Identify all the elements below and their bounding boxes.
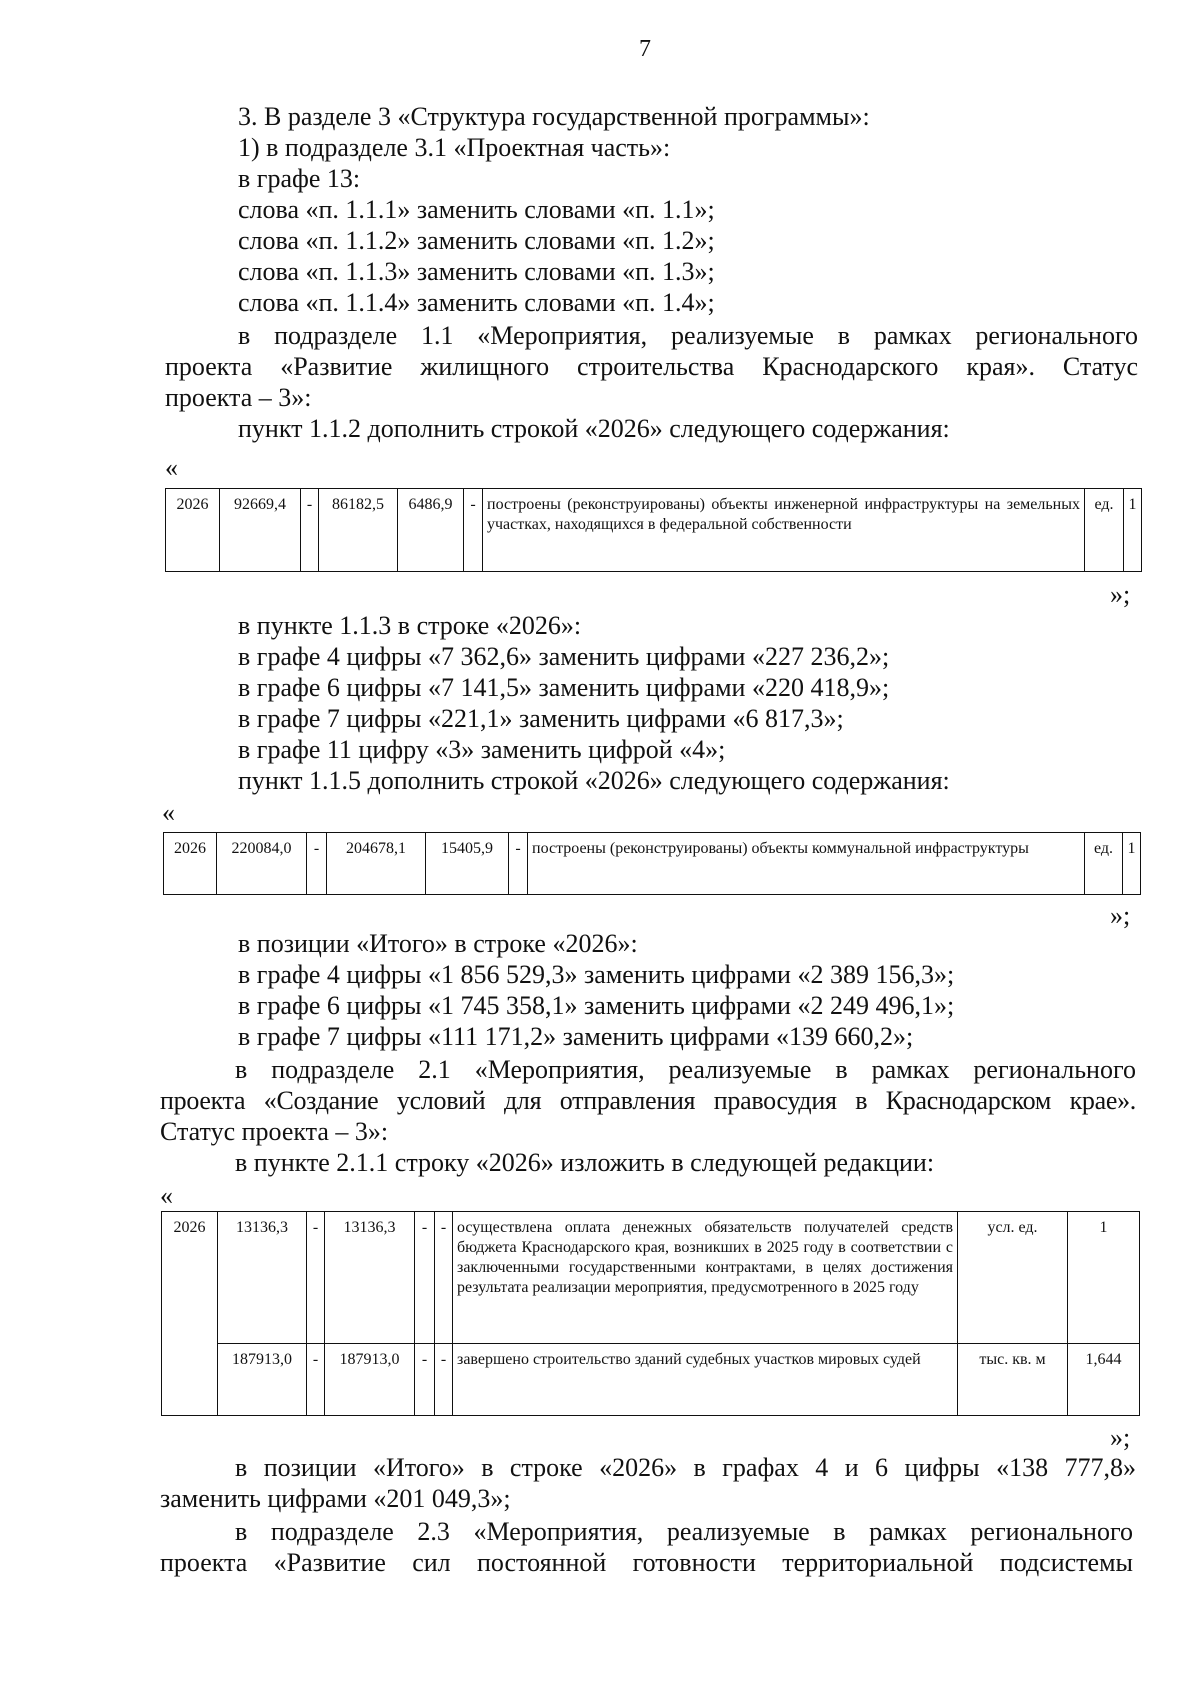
table-row [164,833,1141,895]
table-cell: - [307,1212,325,1344]
quantity-cell: 1 [1123,833,1141,895]
table-row [162,1344,1140,1416]
total-cell: 92669,4 [220,489,301,572]
paragraph-line: слова «п. 1.1.3» заменить словами «п. 1.3»; [238,257,715,286]
paragraph-line: проекта «Развитие жилищного строительства Краснодарского края». Статус [165,352,1138,381]
paragraph-line: в пункте 1.1.3 в строке «2026»: [238,611,582,640]
paragraph-line: проекта – 3»: [165,383,312,412]
table-cell: - [301,489,319,572]
unit-cell: усл. ед. [958,1212,1068,1344]
year-cell: 2026 [162,1212,218,1416]
paragraph-line: в позиции «Итого» в строке «2026» в графах 4 и 6 цифры «138 777,8» [235,1453,1136,1482]
table-cell: - [307,1344,325,1416]
paragraph-line: в графе 7 цифры «111 171,2» заменить цифрами «139 660,2»; [238,1022,914,1051]
total-cell: 13136,3 [218,1212,307,1344]
table-cell: 13136,3 [325,1212,415,1344]
table-cell: - [307,833,327,895]
table-cell: 6486,9 [398,489,464,572]
paragraph-line: в графе 4 цифры «7 362,6» заменить цифрами «227 236,2»; [238,642,890,671]
table-cell: 15405,9 [426,833,509,895]
paragraph-line: слова «п. 1.1.2» заменить словами «п. 1.2»; [238,226,715,255]
paragraph-line: в подразделе 2.1 «Мероприятия, реализуемые в рамках регионального [235,1055,1136,1084]
paragraph-line: в графе 6 цифры «1 745 358,1» заменить цифрами «2 249 496,1»; [238,991,955,1020]
paragraph-line: в подразделе 1.1 «Мероприятия, реализуемые в рамках регионального [238,321,1138,350]
paragraph-line: заменить цифрами «201 049,3»; [160,1484,511,1513]
table-cell: - [464,489,483,572]
table-cell: - [415,1344,435,1416]
paragraph-line: проекта «Создание условий для отправления правосудия в Краснодарском крае». [160,1086,1136,1115]
paragraph-line: в графе 7 цифры «221,1» заменить цифрами «6 817,3»; [238,704,844,733]
page-number: 7 [639,36,651,62]
table-row [166,489,1142,572]
total-cell: 187913,0 [218,1344,307,1416]
table-cell: 204678,1 [327,833,426,895]
amendment-table-3 [161,1211,1140,1416]
unit-cell: ед. [1085,489,1124,572]
unit-cell: тыс. кв. м [958,1344,1068,1416]
paragraph-line: в графе 6 цифры «7 141,5» заменить цифрами «220 418,9»; [238,673,890,702]
subsection-heading: 1) в подразделе 3.1 «Проектная часть»: [238,133,671,162]
paragraph-line: в графе 13: [238,164,361,193]
amendment-table-2 [163,832,1141,895]
open-quote: « [160,1181,173,1210]
paragraph-line: Статус проекта – 3»: [160,1117,389,1146]
table-cell: 86182,5 [319,489,398,572]
quantity-cell: 1 [1124,489,1142,572]
description-cell: осуществлена оплата денежных обязательств получателей средств бюджета Краснодарского края, возникших в 2025 году в соответствии с заключенными государственными контрактами, в целях достижения результата реализации мероприятия, предусмотренного в 2025 году [453,1212,958,1344]
close-quote: »; [1110,901,1131,930]
table-cell: - [415,1212,435,1344]
open-quote: « [162,798,175,827]
amendment-table-1 [165,488,1142,572]
year-cell: 2026 [166,489,220,572]
total-cell: 220084,0 [217,833,307,895]
paragraph-line: слова «п. 1.1.4» заменить словами «п. 1.4»; [238,288,715,317]
paragraph-line: пункт 1.1.2 дополнить строкой «2026» следующего содержания: [238,414,950,443]
table-cell: 187913,0 [325,1344,415,1416]
table-cell: - [435,1212,453,1344]
quantity-cell: 1 [1068,1212,1140,1344]
unit-cell: ед. [1085,833,1123,895]
close-quote: »; [1110,1423,1131,1452]
paragraph-line: в графе 11 цифру «3» заменить цифрой «4»; [238,735,726,764]
quantity-cell: 1,644 [1068,1344,1140,1416]
table-row [162,1212,1140,1344]
description-cell: завершено строительство зданий судебных участков мировых судей [453,1344,958,1416]
paragraph-line: в пункте 2.1.1 строку «2026» изложить в следующей редакции: [235,1148,935,1177]
table-cell: - [509,833,528,895]
open-quote: « [165,453,178,482]
table-cell: - [435,1344,453,1416]
description-cell: построены (реконструированы) объекты коммунальной инфраструктуры [528,833,1085,895]
paragraph-line: слова «п. 1.1.1» заменить словами «п. 1.1»; [238,195,715,224]
description-cell: построены (реконструированы) объекты инженерной инфраструктуры на земельных участках, находящихся в федеральной собственности [483,489,1085,572]
paragraph-line: в позиции «Итого» в строке «2026»: [238,929,638,958]
paragraph-line: проекта «Развитие сил постоянной готовности территориальной подсистемы [160,1548,1133,1577]
year-cell: 2026 [164,833,217,895]
paragraph-line: пункт 1.1.5 дополнить строкой «2026» следующего содержания: [238,766,950,795]
paragraph-line: в подразделе 2.3 «Мероприятия, реализуемые в рамках регионального [235,1517,1133,1546]
paragraph-line: в графе 4 цифры «1 856 529,3» заменить цифрами «2 389 156,3»; [238,960,955,989]
section-heading: 3. В разделе 3 «Структура государственной программы»: [238,102,870,131]
close-quote: »; [1110,580,1131,609]
